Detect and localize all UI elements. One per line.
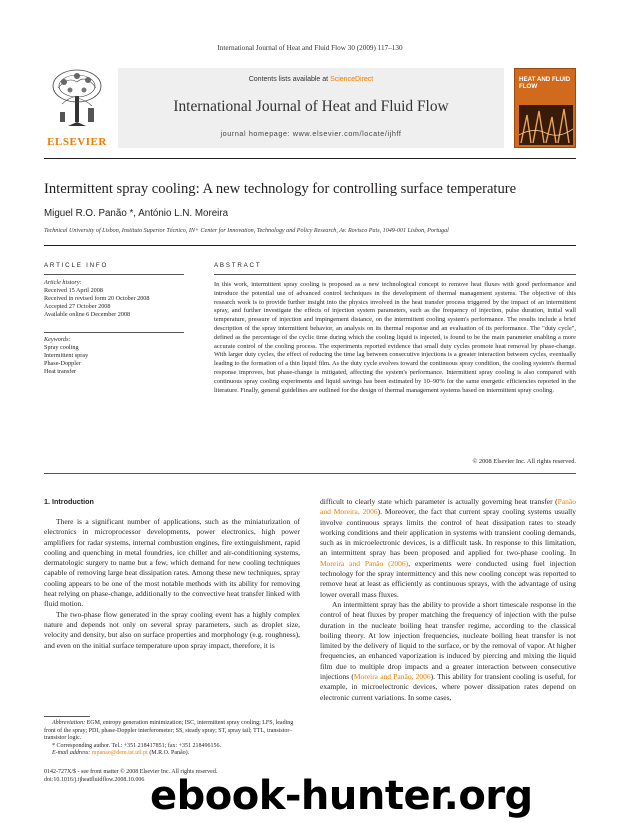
footnote-corresponding-author: * Corresponding author. Tel.: +351 218417851; fax: +351 218496156. xyxy=(52,742,222,749)
footnote-abbreviations xyxy=(44,720,300,743)
journal-cover-thumbnail xyxy=(514,68,576,148)
keyword-item: Heat transfer xyxy=(44,368,77,375)
body-paragraph: There is a significant number of applications, such as the miniaturization of electronics in microprocessor developments, power electronics, high power amplifiers for radar systems, internal combustion engines, fire extinguishment, rapid cooling and quenching in metal foundries, ice chiller and air-conditioning systems, dermatologic surgery to name but a few, which demand for new cooling techniques capable of removing large heat dissipation rates. Among these new techniques, spray cooling appears to be one of the most notable methods with its ability for removing heat relying on phase-change, additionally to the convective heat transfer linked with fluid motion. xyxy=(44,517,300,609)
history-item: Received 15 April 2008 xyxy=(44,287,103,294)
elsevier-wordmark: ELSEVIER xyxy=(47,136,107,148)
keyword-item: Phase-Doppler xyxy=(44,360,81,367)
journal-homepage-link[interactable]: journal homepage: www.elsevier.com/locate/ijhff xyxy=(220,129,402,138)
article-history xyxy=(44,279,184,319)
running-head: International Journal of Heat and Fluid Flow 30 (2009) 117–130 xyxy=(217,44,403,52)
abstract-text: In this work, intermittent spray cooling is proposed as a new technological concept to remove heat fluxes with good performance and introduce the potential use of advanced control techniques in the development of thermal management systems. The objective of this research work is to provide further insight into the physics involved in the heat transfer process triggered by the impact of an intermittent spray, and further investigate the effects of injection system parameters, such as the frequency of injection, pulse duration, initial wall temperature, pressure of injection and impingement distance, on the intermittent cooling system's performance. The results include a brief description of the spray intermittent behavior, an analysis on its thermal response and an evaluation of its performance. The "duty cycle", defined as the percentage of the cyclic time during which the cooling liquid is injected, is found to be the main parameter enabling a more accurate control of the cooling process. The experiments reported evidence that small duty cycles promote heat removal by phase-change. With larger duty cycles, the effect of reducing the time lag between consecutive injections is a greater interaction between cycles, eventually leading to the formation of a thin liquid film. As the duty cycle evolves toward the continuous spray condition, the cooling system's thermal response improves, but phase-change is mitigated, affecting the system's performance. Intermittent spray cooling is also compared with continuous spray cooling experiments and liquid savings has been estimated by 10–90% for the same energetic efficiencies reported in the literature. Finally, general guidelines are outlined for the design of thermal management systems based on intermittent spray cooling. xyxy=(214,281,576,394)
keywords-rule xyxy=(44,332,184,333)
watermark: ebook-hunter.org xyxy=(150,773,533,819)
citation-link[interactable]: Panão and Moreira, 2006 xyxy=(320,497,576,517)
contents-line xyxy=(118,76,504,83)
text-run: difficult to clearly state which parameter is actually governing heat transfer ( xyxy=(320,497,558,506)
email-link[interactable]: mpanao@dem.ist.utl.pt xyxy=(91,750,148,757)
email-label: E-mail address: xyxy=(52,750,91,757)
keywords-label: Keywords: xyxy=(44,336,71,343)
contents-prefix: Contents lists available at xyxy=(248,76,331,83)
masthead-band xyxy=(118,68,504,148)
body-paragraph xyxy=(320,600,576,703)
journal-masthead xyxy=(44,68,576,156)
footnotes xyxy=(44,720,300,758)
affiliation: Technical University of Lisbon, Instituto Superior Técnico, IN+ Center for Innovation, Technology and Policy Research, Av. Rovisco Pais, 1049-001 Lisbon, Portugal xyxy=(44,228,449,234)
history-label: Article history: xyxy=(44,279,82,286)
footnote-rule xyxy=(44,716,90,717)
text-run: , experiments were conducted using fuel injection technology for the spray intermittency and this new cooling concept was reported to remove heat at least as efficiently as continuous sprays, with the advantage of using lower overall mass fluxes. xyxy=(320,558,577,599)
body-paragraph: The two-phase flow generated in the spray cooling event has a highly complex nature and depends not only on several spray parameters, such as droplet size, velocity and density, but also on surface properties and morphology (e.g. roughness), and even on the initial surface temperature upon spray impact, therefore, it is xyxy=(44,609,300,650)
article-title: Intermittent spray cooling: A new technology for controlling surface temperature xyxy=(44,181,517,197)
text-run: ). This ability for transient cooling is useful, for example, in microelectronic devices, where power dissipation rates depend on electronic current variations. In some cases, xyxy=(320,672,576,702)
elsevier-logo xyxy=(44,68,110,148)
email-suffix: (M.R.O. Panão). xyxy=(147,750,190,757)
cover-art-icon xyxy=(519,105,573,145)
sciencedirect-link[interactable]: ScienceDirect xyxy=(330,76,374,83)
body-paragraph xyxy=(320,497,576,600)
keywords xyxy=(44,336,184,376)
footnote-email xyxy=(44,750,300,758)
section-heading-introduction: 1. Introduction xyxy=(44,497,94,506)
abstract-copyright: © 2008 Elsevier Inc. All rights reserved. xyxy=(472,458,576,465)
cover-title: HEAT AND FLUID FLOW xyxy=(519,76,571,90)
journal-title: International Journal of Heat and Fluid Flow xyxy=(173,98,449,115)
footnote-text: EGM, entropy generation minimization; ISC, intermittent spray cooling; LFS, leading front of the spray; PDI, phase-Doppler interferometer; SS, steady spray; ST, spray tail; TTL, transistor–transistor logic. xyxy=(44,720,294,742)
body-column-left xyxy=(44,517,300,651)
abstract-rule xyxy=(214,274,576,275)
history-item: Received in revised form 20 October 2008 xyxy=(44,295,150,302)
elsevier-tree-icon xyxy=(48,68,106,128)
history-item: Accepted 27 October 2008 xyxy=(44,303,111,310)
citation-link[interactable]: Moreira and Panão (2006) xyxy=(320,558,409,568)
masthead-rule xyxy=(44,158,576,159)
article-info-heading: ARTICLE INFO xyxy=(44,262,109,269)
footnote-label: Abbreviation: xyxy=(52,720,86,726)
issn-line: 0142-727X/$ - see front matter © 2008 Elsevier Inc. All rights reserved. xyxy=(44,769,218,775)
article-info-rule xyxy=(44,274,184,275)
text-run: ). Moreover, the fact that current spray cooling systems usually involve continuous sprays limits the control of heat dissipation rates to steady working conditions and their application in systems with transient cooling demands, such as in microelectronic devices, is a difficult task. In response to this limitation, an intermittent spray has been proposed and applied for two-phase cooling. In xyxy=(320,507,577,558)
abstract-heading: ABSTRACT xyxy=(214,262,262,269)
text-run: An intermittent spray has the ability to provide a short timescale response in the control of heat fluxes by proper matching the frequency of injection with the pulse duration in the nucleate boiling heat transfer regime, according to the classical boiling theory. At low injection frequencies, nucleate boiling heat transfer is not limited by the delivery of liquid to the surface, or by the removal of vapor. At higher frequencies, an enhanced vaporization is induced by piercing and mixing the liquid film due to multiple drop impacts and a greater interaction between consecutive injections ( xyxy=(320,599,576,682)
history-item: Available online 6 December 2008 xyxy=(44,311,131,318)
citation-link[interactable]: Moreira and Panão, 2006 xyxy=(353,672,431,682)
keyword-item: Intermittent spray xyxy=(44,352,89,359)
keyword-item: Spray cooling xyxy=(44,344,79,351)
abstract-bottom-rule xyxy=(44,473,576,474)
authors: Miguel R.O. Panão *, António L.N. Moreira xyxy=(44,208,229,219)
header-rule xyxy=(44,245,576,246)
body-column-right xyxy=(320,497,576,703)
doi-line[interactable]: doi:10.1016/j.ijheatfluidflow.2008.10.006 xyxy=(44,776,145,783)
